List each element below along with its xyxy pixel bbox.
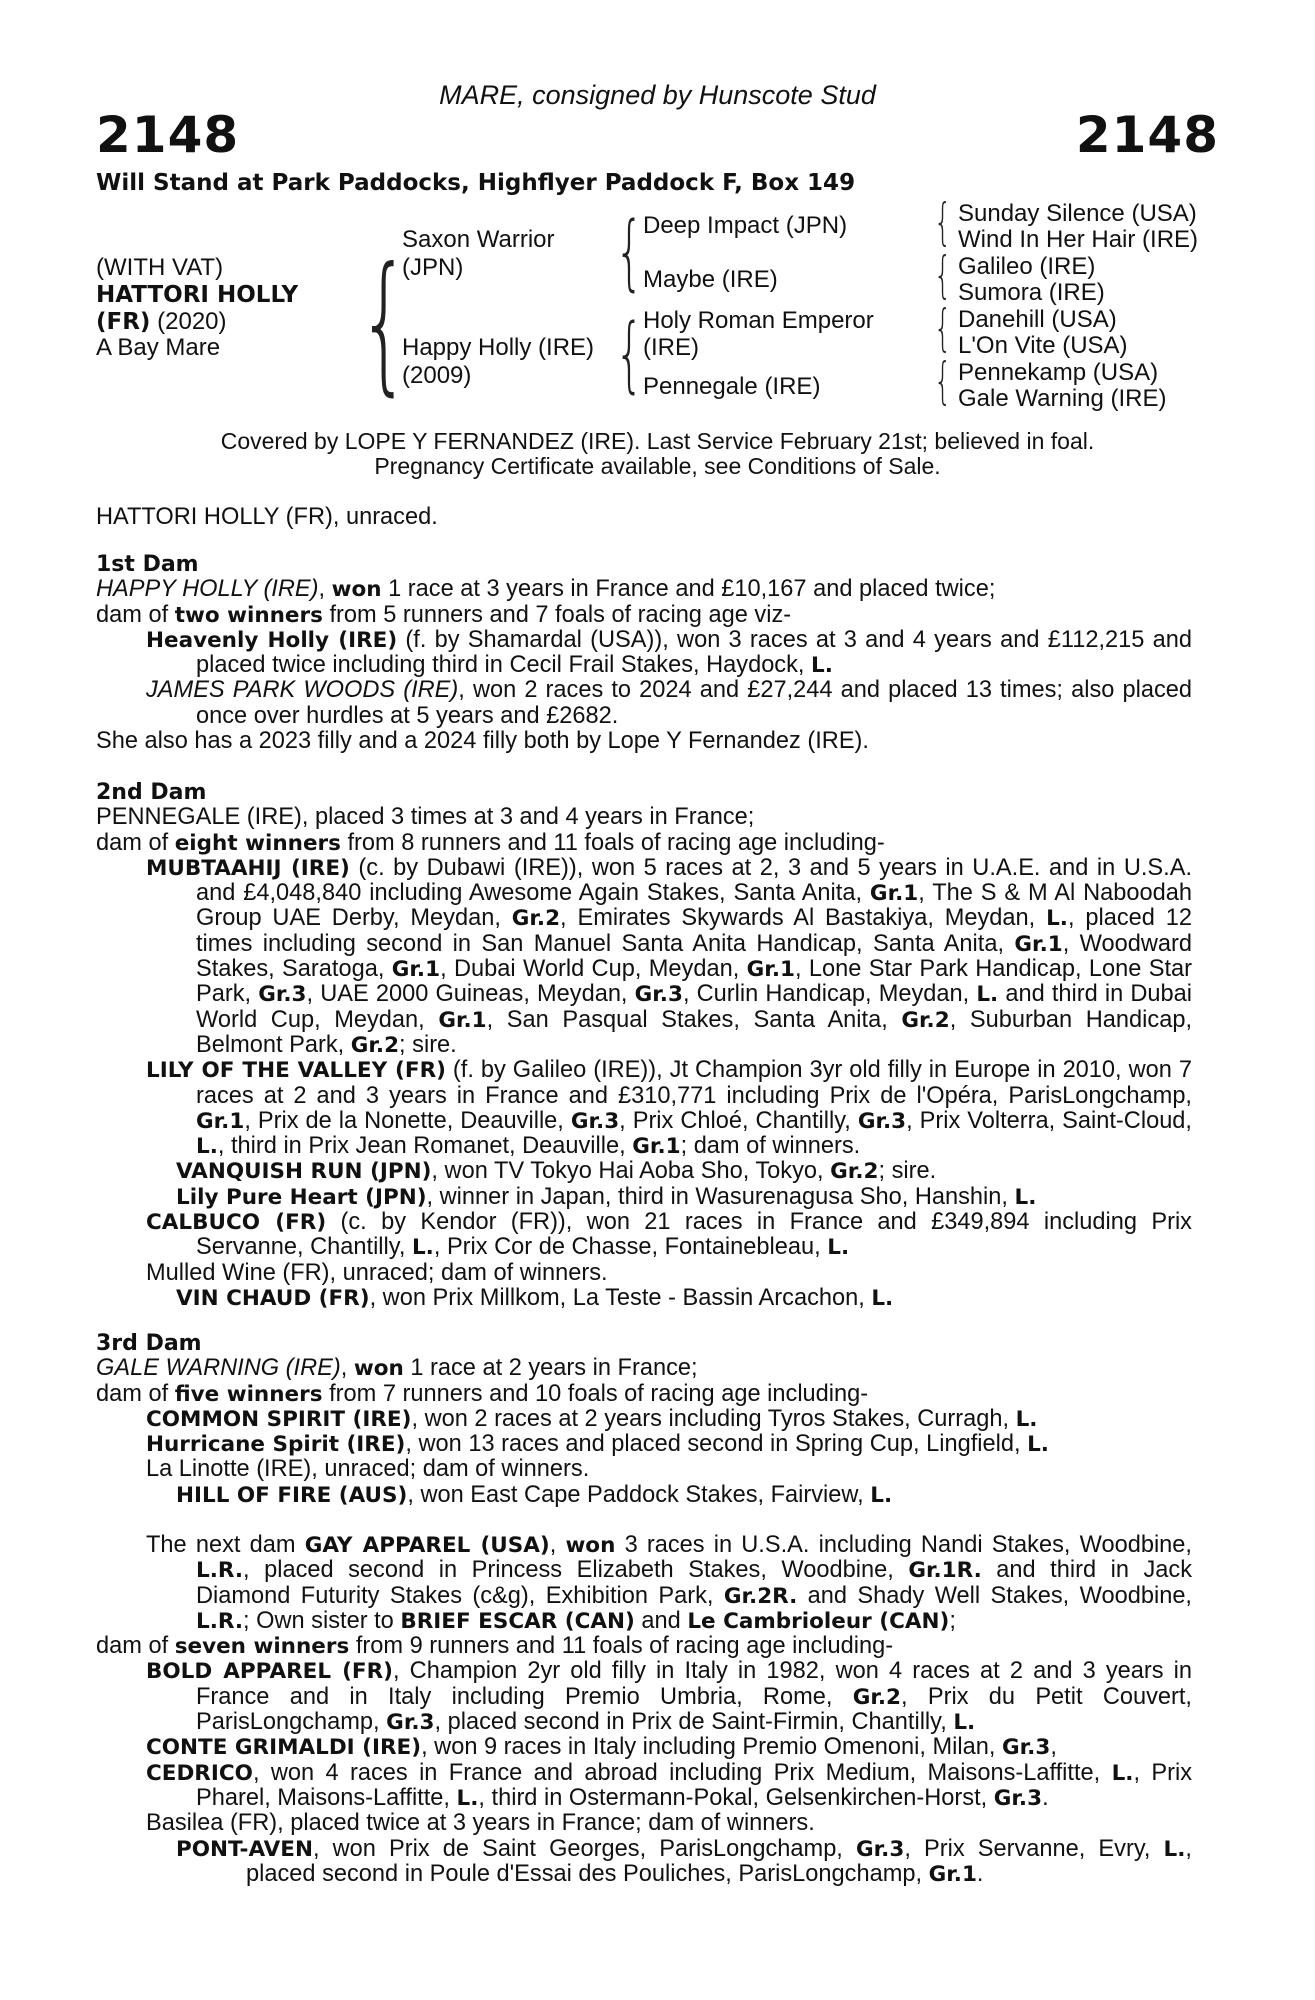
sire-name: Saxon Warrior [402,226,555,253]
text-run: , winner in Japan, third in Wasurenagusa Sho, Hanshin, [426,1183,1015,1210]
text-run: 1 race at 3 years in France and £10,167 and placed twice; [381,576,996,603]
pedigree-brace-g3-2: { [934,246,952,304]
bold-text: BRIEF ESCAR (CAN) [400,1608,635,1634]
bold-text: VIN CHAUD (FR) [176,1285,370,1311]
horse-description: A Bay Mare [96,334,221,361]
produce-entry [96,628,1192,679]
text-run: , San Pasqual Stakes, Santa Anita, [486,1006,902,1033]
text-run: (c. by Kendor (FR)), won 21 races in France and £349,894 including Prix Servanne, Chantilly, [196,1209,1192,1261]
text-run: , won 13 races and placed second in Spring Cup, Lingfield, [405,1431,1028,1458]
bold-text: Le Cambrioleur (CAN) [687,1608,950,1634]
dam-summary-line [96,603,1192,628]
bold-text: won [565,1533,616,1558]
text-run: She also has a 2023 filly and a 2024 filly both by Lope Y Fernandez (IRE). [96,728,869,755]
text-run: , [340,1355,354,1382]
bold-text: Gr.1 [438,1007,487,1033]
bold-text: Gr.3 [634,982,683,1008]
bold-text: Gr.2 [852,1684,902,1710]
bold-text: L. [196,1134,218,1160]
horse-year: (2020) [157,308,227,335]
bold-text: CONTE GRIMALDI (IRE) [146,1735,422,1761]
text-run: , won 2 races to 2024 and £27,244 and placed 13 times; also placed once over hurdles at 5 years and £2682. [196,677,1192,729]
italic-text: HAPPY HOLLY (IRE) [96,576,319,603]
bold-text: Gr.3 [258,982,307,1008]
text-run: and Shady Well Stakes, Woodbine, [797,1582,1192,1609]
bold-text: Gr.1 [746,957,795,983]
produce-entry [96,1457,1192,1482]
text-run: , Champion 2yr old filly in Italy in 1982, won 4 races at 2 and 3 years in France and in Italy including Premio Umbria, Rome, [196,1658,1192,1710]
bold-text: Gr.1 [632,1134,681,1160]
bold-text: Gr.2R. [723,1583,798,1609]
text-run: dam of [96,1633,175,1660]
sire-sire: Deep Impact (JPN) [643,212,848,239]
bold-text: eight winners [174,830,341,856]
bold-text: L. [871,1285,894,1311]
bold-text: L. [870,1482,893,1508]
bold-text: VANQUISH RUN (JPN) [176,1159,432,1185]
text-run: , placed second in Princess Elizabeth Stakes, Woodbine, [243,1557,909,1584]
text-run: , Prix Servanne, Evry, [904,1835,1164,1862]
text-run: ; Own sister to [243,1607,401,1634]
venue-line: Will Stand at Park Paddocks, Highflyer Paddock F, Box 149 [96,170,856,196]
section-heading: 1st Dam [96,552,199,577]
text-run: , Prix Cor de Chasse, Fontainebleau, [433,1234,828,1261]
produce-entry [96,1659,1192,1735]
bold-text: L. [411,1235,434,1261]
text-run: , Prix Chloé, Chantilly, [619,1107,858,1134]
text-run: , Suburban Handicap, Belmont Park, [196,1006,1193,1058]
text-run: , UAE 2000 Guineas, Meydan, [306,981,635,1008]
bold-text: L.R. [196,1608,243,1634]
lot-number-right: 2148 [1075,106,1219,164]
text-run: and third in Dubai World Cup, Meydan, [196,981,1193,1033]
dam-summary-line [96,831,1192,856]
intro-text [96,505,1192,530]
text-run: and [634,1607,688,1634]
text-run: from 8 runners and 11 foals of racing age including- [340,829,885,856]
bold-text: five winners [174,1381,323,1407]
bold-text: L. [827,1235,850,1261]
text-run: , placed second in Prix de Saint-Firmin, Chantilly, [434,1709,954,1736]
bold-text: Hurricane Spirit (IRE) [146,1432,406,1458]
text-run: , Prix du Petit Couvert, ParisLongchamp, [196,1683,1192,1736]
bold-text: Gr.1 [869,881,919,907]
bold-text: HILL OF FIRE (AUS) [176,1482,408,1508]
bold-text: CEDRICO [146,1760,253,1786]
text-run: , won TV Tokyo Hai Aoba Sho, Tokyo, [431,1158,831,1185]
produce-entry [96,1761,1192,1812]
text-run: (c. by Dubawi (IRE)), won 5 races at 2, 3 and 5 years in U.A.E. and in U.S.A. and £4,048,840 including Awesome Again Stakes, Santa Anita, [196,854,1192,907]
produce-entry [96,1735,1192,1760]
text-run: , third in Prix Jean Romanet, Deauville, [217,1133,633,1160]
closing-line [96,729,1192,754]
dam-sire-name: Holy Roman Emperor [643,307,874,334]
horse-vat: (WITH VAT) [96,254,224,281]
text-run: La Linotte (IRE), unraced; dam of winners. [146,1456,590,1483]
produce-entry [96,1432,1192,1457]
italic-text: JAMES PARK WOODS (IRE) [146,677,459,704]
g3-ancestor-4: Sumora (IRE) [958,279,1105,306]
bold-text: Gr.1 [391,957,441,983]
dam-dam: Pennegale (IRE) [643,373,821,400]
bold-text: Gr.1 [196,1108,245,1134]
covered-line: Covered by LOPE Y FERNANDEZ (IRE). Last Service February 21st; believed in foal. [220,428,1095,454]
bold-text: Gr.3 [857,1108,907,1134]
dam-summary-line [96,1356,1192,1381]
dam-sire-suffix: (IRE) [643,334,699,361]
text-run: , won 9 races in Italy including Premio Omenoni, Milan, [421,1734,1002,1761]
produce-entry [96,678,1192,729]
horse-origin [96,308,227,336]
pedigree-brace-g3-3: { [934,299,952,357]
bold-text: Gr.3 [993,1785,1043,1811]
text-run: from 7 runners and 10 foals of racing age including- [322,1380,869,1407]
bold-text: L. [976,982,999,1008]
bold-text: COMMON SPIRIT (IRE) [146,1406,412,1432]
first-dam-section [96,552,1192,754]
pedigree-brace-dam: { [615,307,644,402]
bold-text: seven winners [174,1634,350,1660]
bold-text: L. [1163,1836,1186,1862]
text-run: 1 race at 2 years in France; [403,1355,698,1382]
text-run: , won Prix de Saint Georges, ParisLongchamp, [312,1835,856,1862]
bold-text: Gr.1 [1014,931,1063,957]
g3-ancestor-2: Wind In Her Hair (IRE) [958,226,1199,253]
text-run: , Curlin Handicap, Meydan, [682,981,977,1008]
second-dam-section [96,780,1192,1311]
text-run: , won East Cape Paddock Stakes, Fairview, [407,1481,871,1508]
bold-text: L. [456,1785,479,1811]
text-run: Basilea (FR), placed twice at 3 years in France; dam of winners. [146,1810,815,1837]
text-run: , [318,576,332,603]
text-run: . [976,1860,984,1887]
italic-text: GALE WARNING (IRE) [96,1355,341,1382]
pedigree-brace-g3-1: { [934,193,952,251]
g3-ancestor-3: Galileo (IRE) [958,253,1096,280]
text-run: . [1042,1784,1049,1811]
bold-text: Gr.3 [386,1710,435,1736]
g3-ancestor-6: L'On Vite (USA) [958,332,1128,359]
text-run: (f. by Galileo (IRE)), Jt Champion 3yr old filly in Europe in 2010, won 7 races at 2 and 3 years in France and £310,771 including Prix de l'Opéra, ParisLongchamp, [196,1057,1192,1109]
dam-suffix: (2009) [402,362,472,389]
bold-text: Gr.3 [856,1836,905,1862]
bold-text: won [353,1356,404,1382]
text-run: , won 2 races at 2 years including Tyros Stakes, Curragh, [411,1405,1016,1432]
bold-text: L. [1014,1184,1037,1210]
dam-summary-line [96,577,1192,602]
produce-entry [96,1159,1192,1184]
text-run: , won 4 races in France and abroad including Prix Medium, Maisons-Laffitte, [252,1759,1112,1786]
section-heading: 2nd Dam [96,780,207,805]
bold-text: Gr.2 [350,1032,400,1058]
text-run: , placed 12 times including second in San Manuel Santa Anita Handicap, Santa Anita, [196,905,1192,957]
pedigree-brace-main: { [358,236,411,410]
text-run: from 5 runners and 7 foals of racing age viz- [322,601,792,628]
text-run: , Emirates Skywards Al Bastakiya, Meydan, [560,905,1047,932]
sire-dam: Maybe (IRE) [643,266,778,293]
bold-text: BOLD APPAREL (FR) [146,1659,393,1685]
pedigree-brace-sire: { [615,205,644,300]
produce-entry [96,1058,1192,1159]
bold-text: L. [1111,1760,1134,1786]
dam-summary-line [96,1634,1192,1659]
pregnancy-line: Pregnancy Certificate available, see Conditions of Sale. [374,453,941,479]
bold-text: Gr.2 [901,1007,950,1033]
text-run: , Prix Volterra, Saint-Cloud, [906,1107,1192,1134]
consignment-line: MARE, consigned by Hunscote Stud [439,80,876,110]
g3-ancestor-7: Pennekamp (USA) [958,359,1159,386]
text-run: , [1050,1734,1057,1761]
text-run: , Prix Pharel, Maisons-Laffitte, [196,1759,1192,1811]
lot-number-left: 2148 [96,106,240,164]
bold-text: L. [811,653,833,679]
bold-text: Gr.3 [1002,1735,1051,1761]
text-run: 3 races in U.S.A. including Nandi Stakes, Woodbine, [615,1532,1192,1558]
bold-text: Gr.2 [511,906,561,932]
produce-entry [96,1407,1192,1432]
horse-country: (FR) [96,309,151,335]
g3-ancestor-5: Danehill (USA) [958,306,1117,333]
text-run: PENNEGALE (IRE), placed 3 times at 3 and 4 years in France; [96,804,755,831]
bold-text: Gr.1R. [908,1558,982,1584]
produce-entry [96,1286,1192,1311]
produce-entry [96,1811,1192,1836]
produce-entry [96,1210,1192,1261]
text-run: , [549,1532,566,1558]
dam-summary-line [96,1382,1192,1407]
bold-text: Lily Pure Heart (JPN) [176,1184,427,1210]
bold-text: GAY APPAREL (USA) [304,1533,550,1558]
bold-text: LILY OF THE VALLEY (FR) [146,1058,446,1084]
text-run: ; [949,1607,956,1634]
sire-suffix: (JPN) [402,254,464,281]
text-run: ; dam of winners. [680,1133,861,1160]
text-run: , The S & M Al Naboodah Group UAE Derby, Meydan, [196,880,1193,932]
produce-entry [96,856,1192,1058]
text-run: from 9 runners and 11 foals of racing age including- [349,1633,894,1660]
text-run: , Dubai World Cup, Meydan, [440,956,747,983]
text-run: , Prix de la Nonette, Deauville, [244,1107,571,1134]
bold-text: L. [1027,1432,1049,1458]
text-run: ; sire. [878,1158,937,1185]
third-dam-section [96,1331,1192,1508]
pedigree-brace-g3-4: { [934,352,952,410]
bold-text: L. [1046,906,1068,932]
text-run: , Lone Star Park Handicap, Lone Star Park, [196,956,1193,1008]
text-run: dam of [96,829,175,856]
bold-text: L. [953,1710,976,1736]
lead-paragraph [96,1533,1192,1634]
dam-name: Happy Holly (IRE) [402,334,595,361]
bold-text: PONT-AVEN [176,1836,313,1862]
bold-text: won [331,577,382,603]
bold-text: Gr.2 [830,1159,879,1185]
bold-text: Gr.3 [570,1108,620,1134]
text-run: dam of [96,601,175,628]
text-run: , third in Ostermann-Pokal, Gelsenkirchen-Horst, [478,1784,994,1811]
unraced-line: HATTORI HOLLY (FR), unraced. [96,504,438,530]
text-run: , won Prix Millkom, La Teste - Bassin Arcachon, [369,1284,872,1311]
horse-name: HATTORI HOLLY [96,282,299,308]
bold-text: CALBUCO (FR) [146,1210,327,1236]
bold-text: two winners [174,602,323,628]
bold-text: MUBTAAHIJ (IRE) [146,855,350,881]
produce-entry [96,1185,1192,1210]
section-heading: 3rd Dam [96,1331,202,1356]
text-run: and third in Jack Diamond Futurity Stakes (c&g), Exhibition Park, [196,1557,1192,1609]
bold-text: L. [1015,1406,1038,1432]
text-run: , Woodward Stakes, Saratoga, [196,930,1192,983]
dam-summary-line [96,805,1192,830]
bold-text: L.R. [196,1558,243,1584]
text-run: (f. by Shamardal (USA)), won 3 races at 3 and 4 years and £112,215 and placed twice including third in Cecil Frail Stakes, Haydock, [196,626,1192,679]
text-run: , placed second in Poule d'Essai des Pouliches, ParisLongchamp, [246,1835,1192,1887]
bold-text: Gr.1 [928,1861,977,1887]
g3-ancestor-8: Gale Warning (IRE) [958,385,1167,412]
produce-entry [96,1261,1192,1286]
produce-entry [96,1837,1192,1888]
bold-text: Heavenly Holly (IRE) [146,627,398,653]
next-dam-section [96,1533,1192,1887]
text-run: Mulled Wine (FR), unraced; dam of winners. [146,1259,608,1286]
text-run: ; sire. [399,1031,457,1058]
text-run: dam of [96,1380,175,1407]
g3-ancestor-1: Sunday Silence (USA) [958,200,1197,227]
produce-entry [96,1483,1192,1508]
text-run: The next dam [146,1532,305,1558]
